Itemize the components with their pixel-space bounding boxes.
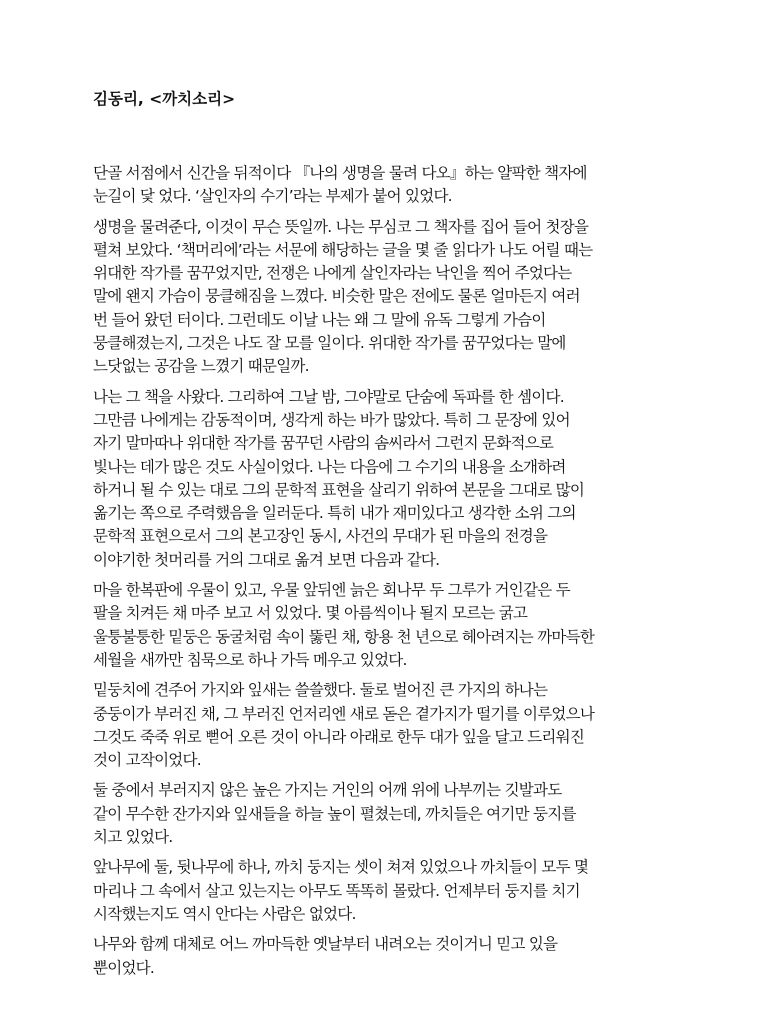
- paragraph-2: [93, 216, 768, 379]
- paragraph-8: [93, 933, 768, 980]
- text-line: 자기 말마따나 위대한 작가를 꿈꾸던 사람의 솜씨라서 그런지 문화적으로: [93, 434, 554, 453]
- text-line: 옮기는 쪽으로 주력했음을 일러둔다. 특히 내가 재미있다고 생각한 소위 그의: [93, 504, 576, 523]
- text-line: 눈길이 닻 었다. ‘살인자의 수기’라는 부제가 붙어 있었다.: [93, 187, 452, 206]
- text-line: 펼쳐 보았다. ‘책머리에’라는 서문에 해당하는 글을 몇 줄 읽다가 나도 어릴 때는: [93, 240, 593, 259]
- text-line: 생명을 물려준다, 이것이 무슨 뜻일까. 나는 무심코 그 책자를 집어 들어 첫장을: [93, 217, 589, 236]
- text-line: 느닷없는 공감을 느꼈기 때문일까.: [93, 357, 309, 376]
- text-line: 말에 왠지 가슴이 뭉클해짐을 느꼈다. 비슷한 말은 전에도 물론 얼마든지 여러: [93, 287, 580, 306]
- text-line: 같이 무수한 잔가지와 잎새들을 하늘 높이 펼쳤는데, 까치들은 여기만 둥지를: [93, 804, 576, 823]
- text-line: 번 들어 왔던 터이다. 그런데도 이날 나는 왜 그 말에 유독 그렇게 가슴이: [93, 310, 546, 329]
- text-line: 앞나무에 둘, 뒷나무에 하나, 까치 둥지는 셋이 쳐져 있었으나 까치들이 모두 몇: [93, 858, 589, 877]
- text-line: 위대한 작가를 꿈꾸었지만, 전쟁은 나에게 살인자라는 낙인을 찍어 주었다는: [93, 264, 572, 283]
- document-title: 김동리, <까치소리>: [93, 90, 236, 108]
- text-line: 밑둥치에 견주어 가지와 잎새는 쓸쓸했다. 둘로 벌어진 큰 가지의 하나는: [93, 681, 548, 700]
- text-line: 울퉁불퉁한 밑둥은 동굴처럼 속이 뚫린 채, 항용 천 년으로 헤아려지는 까마득한: [93, 627, 595, 646]
- text-line: 둘 중에서 부러지지 않은 높은 가지는 거인의 어깨 위에 나부끼는 깃발과도: [93, 781, 562, 800]
- text-line: 하거니 될 수 있는 대로 그의 문학적 표현을 살리기 위하여 본문을 그대로 많이: [93, 480, 585, 499]
- text-line: 나는 그 책을 사왔다. 그리하여 그날 밤, 그야말로 단숨에 독파를 한 셈이다.: [93, 387, 564, 406]
- text-line: 빛나는 데가 많은 것도 사실이었다. 나는 다음에 그 수기의 내용을 소개하려: [93, 457, 566, 476]
- paragraph-3: [93, 386, 768, 572]
- text-line: 그것도 죽죽 위로 뻗어 오른 것이 아니라 아래로 한두 대가 잎을 달고 드리워진: [93, 727, 585, 746]
- text-line: 치고 있었다.: [93, 828, 173, 847]
- text-line: 세월을 새까만 침묵으로 하나 가득 메우고 있었다.: [93, 650, 407, 669]
- text-line: 이야기한 첫머리를 거의 그대로 옮겨 보면 다음과 같다.: [93, 550, 440, 569]
- paragraph-4: [93, 579, 768, 672]
- text-line: 그만큼 나에게는 감동적이며, 생각게 하는 바가 많았다. 특히 그 문장에 있어: [93, 410, 570, 429]
- paragraph-1: [93, 162, 768, 209]
- text-line: 마리나 그 속에서 살고 있는지는 아무도 똑똑히 몰랐다. 언제부터 둥지를 치기: [93, 881, 580, 900]
- paragraph-5: [93, 679, 768, 772]
- text-line: 팔을 치켜든 채 마주 보고 서 있었다. 몇 아름씩이나 될지 모르는 굵고: [93, 604, 528, 623]
- text-line: 문학적 표현으로서 그의 본고장인 동시, 사건의 무대가 된 마을의 전경을: [93, 527, 548, 546]
- text-line: 중둥이가 부러진 채, 그 부러진 언저리엔 새로 돋은 곁가지가 떨기를 이루었으나: [93, 704, 595, 723]
- text-line: 마을 한복판에 우물이 있고, 우물 앞뒤엔 늙은 회나무 두 그루가 거인같은 두: [93, 581, 570, 600]
- paragraph-7: [93, 856, 768, 926]
- text-line: 뭉클해졌는지, 그것은 나도 잘 모를 일이다. 위대한 작가를 꿈꾸었다는 말에: [93, 334, 566, 353]
- text-line: 단골 서점에서 신간을 뒤적이다 『나의 생명을 물려 다오』하는 얄팍한 책자에: [93, 164, 587, 182]
- document-body: [93, 162, 768, 987]
- text-line: 뿐이었다.: [93, 958, 155, 977]
- text-line: 것이 고작이었다.: [93, 751, 201, 770]
- text-line: 나무와 함께 대체로 어느 까마득한 옛날부터 내려오는 것이거니 믿고 있을: [93, 935, 558, 954]
- text-line: 시작했는지도 역시 안다는 사람은 없었다.: [93, 904, 356, 923]
- paragraph-6: [93, 779, 768, 849]
